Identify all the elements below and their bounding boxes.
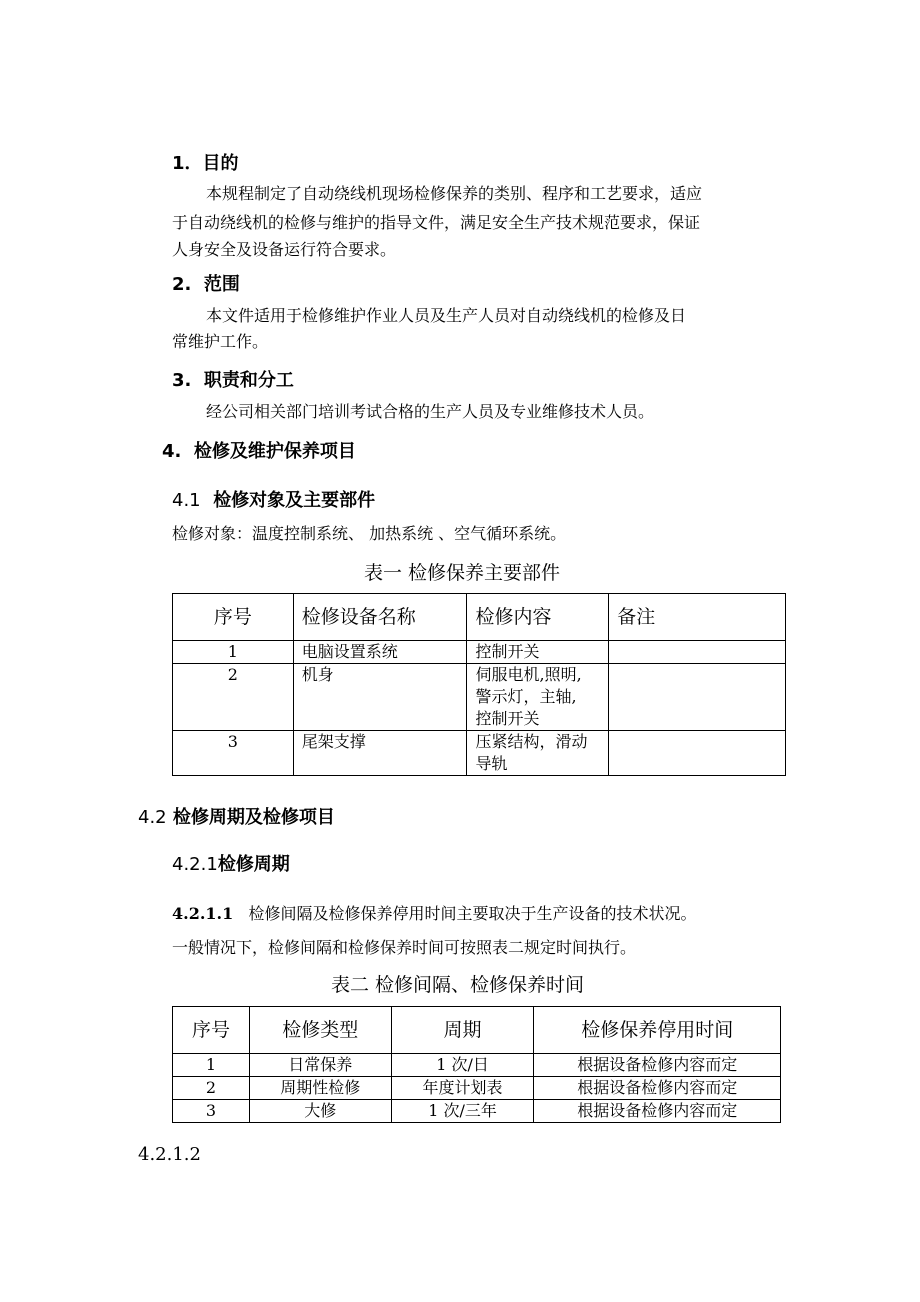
table-cell [467,641,609,664]
table-1-caption: 表一 检修保养主要部件 [364,562,561,584]
table-cell: 2 [173,1077,250,1100]
cell-line: 压紧结构，滑动 [475,732,588,751]
table-cell: 根据设备检修内容而定 [534,1100,781,1123]
cell-line: 导轨 [475,754,508,773]
section-number: 3. [172,370,192,391]
table-cell: 年度计划表 [391,1077,534,1100]
table-cell: 周期性检修 [249,1077,391,1100]
section-title: 目的 [202,153,239,174]
table-cell [467,731,609,776]
cell-line: 警示灯，主轴, [475,687,577,706]
table-cell: 1 [173,1054,250,1077]
header-cell: 周期 [391,1007,534,1054]
table-row [173,731,786,776]
table-cell: 尾架支撑 [293,731,467,776]
section-4-2-1-heading [172,850,290,876]
table-cell [467,664,609,731]
components-table [172,593,786,776]
paragraph-line: 人身安全及设备运行符合要求。 [172,240,397,259]
header-cell: 检修保养停用时间 [534,1007,781,1054]
header-cell: 检修类型 [249,1007,391,1054]
table-cell [609,664,786,731]
section-title: 检修对象及主要部件 [213,490,376,511]
table-2-caption: 表二 检修间隔、检修保养时间 [331,974,585,996]
section-3-heading [172,366,294,392]
header-cell: 序号 [173,1007,250,1054]
section-number: 4.2.1 [172,854,218,875]
section-4-2-heading [138,803,335,829]
section-4-1-heading [172,486,375,512]
header-cell: 备注 [609,594,786,641]
section-title: 范围 [203,274,240,295]
cell-line: 控制开关 [475,642,540,661]
section-title: 检修及维护保养项目 [193,441,356,462]
table-cell: 日常保养 [249,1054,391,1077]
table-cell: 根据设备检修内容而定 [534,1054,781,1077]
section-number: 4.1 [172,490,201,511]
table-cell: 3 [173,731,294,776]
table-cell: 1 [173,641,294,664]
table-cell: 机身 [293,664,467,731]
section-number: 2. [172,274,192,295]
section-1-heading [172,149,239,175]
header-cell: 检修内容 [467,594,609,641]
paragraph-line: 经公司相关部门培训考试合格的生产人员及专业维修技术人员。 [206,402,655,421]
table-cell: 1 次/三年 [391,1100,534,1123]
cell-line: 控制开关 [475,709,540,728]
table-row [173,1077,781,1100]
table-cell: 大修 [249,1100,391,1123]
table-cell [609,731,786,776]
section-number: 4. [162,441,182,462]
table-row [173,641,786,664]
section-title: 检修周期 [217,854,290,875]
section-number: 4.2.1.1 [172,904,234,923]
paragraph-line: 检修对象：温度控制系统、 加热系统 、空气循环系统。 [172,524,567,543]
table-cell [609,641,786,664]
header-cell: 序号 [173,594,294,641]
paragraph-line: 本规程制定了自动绕线机现场检修保养的类别、程序和工艺要求，适应 [206,184,703,203]
paragraph-line [172,900,697,928]
table-row [173,664,786,731]
section-number: 1． [172,153,203,174]
cell-line: 伺服电机,照明, [475,665,582,684]
section-number: 4.2 [138,807,167,828]
table-header-row [173,1007,781,1054]
paragraph-line: 常维护工作。 [172,332,269,351]
section-4-2-1-2-number: 4.2.1.2 [138,1144,201,1165]
header-cell: 检修设备名称 [293,594,467,641]
table-header-row [173,594,786,641]
paragraph-line: 于自动绕线机的检修与维护的指导文件，满足安全生产技术规范要求，保证 [172,213,701,232]
table-row [173,1100,781,1123]
table-cell: 根据设备检修内容而定 [534,1077,781,1100]
section-title: 职责和分工 [203,370,294,391]
section-title: 检修周期及检修项目 [172,807,335,828]
section-4-heading [162,437,356,463]
table-cell: 2 [173,664,294,731]
paragraph-line: 一般情况下，检修间隔和检修保养时间可按照表二规定时间执行。 [172,938,637,957]
table-cell: 1 次/日 [391,1054,534,1077]
paragraph-line: 本文件适用于检修维护作业人员及生产人员对自动绕线机的检修及日 [206,306,687,325]
table-cell: 3 [173,1100,250,1123]
table-row [173,1054,781,1077]
section-2-heading [172,270,240,296]
table-cell: 电脑设置系统 [293,641,467,664]
paragraph-text: 检修间隔及检修保养停用时间主要取决于生产设备的技术状况。 [248,904,697,923]
interval-table [172,1006,781,1123]
